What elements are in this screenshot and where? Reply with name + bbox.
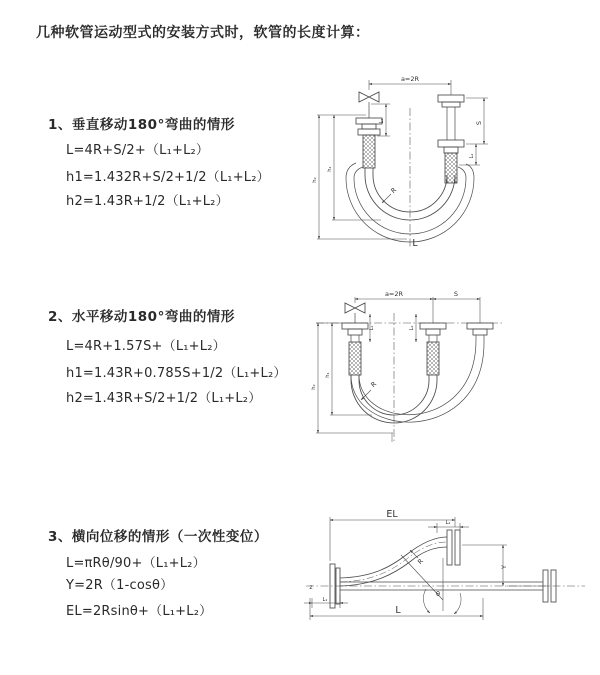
dim-label-y: Y: [500, 565, 508, 569]
valve-icon: [345, 303, 365, 323]
length-label: L: [395, 605, 401, 616]
dim-label-a2r: a=2R: [384, 290, 404, 298]
section-3-heading: 3、横向位移的情形（一次性变位）: [48, 529, 268, 545]
section-2-formula-L: L=4R+1.57S+（L₁+L₂）: [66, 339, 226, 354]
section-3-formula-L: L=πRθ/90+（L₁+L₂）: [66, 556, 206, 571]
dimension-lines: [304, 517, 548, 620]
section-3-formula-EL: EL=2Rsinθ+（L₁+L₂）: [66, 604, 213, 619]
dim-label-l1: L₁: [379, 118, 385, 124]
dim-label-l1: L₁: [322, 597, 328, 603]
section-1-formula-h2: h2=1.43R+1/2（L₁+L₂）: [66, 194, 229, 209]
hose-u-bend-position-1: [365, 168, 455, 220]
dim-label-s: S: [453, 290, 459, 298]
diagram-2-horizontal-u-bend: [308, 283, 600, 463]
page-title: 几种软管运动型式的安装方式时，软管的长度计算：: [36, 25, 370, 41]
dim-label-h1: h₁: [325, 372, 331, 378]
valve-icon: [359, 92, 379, 118]
angle-theta-label: θ: [436, 590, 440, 598]
dim-label-el: EL: [386, 509, 398, 520]
left-braided-hose: [363, 135, 375, 168]
dim-label-l1: L₁: [369, 325, 375, 331]
dim-label-l2: L₂: [409, 325, 415, 331]
dim-label-s: S: [475, 120, 483, 126]
dim-label-a2r: a=2R: [400, 75, 420, 83]
upper-flange: [447, 530, 460, 565]
dim-label-h2: h₂: [312, 177, 318, 183]
dimension-lines: [316, 297, 480, 433]
diagram-3-lateral-displacement: [298, 503, 600, 653]
dim-label-h2: h₂: [311, 384, 317, 390]
radius-label: R: [416, 557, 426, 567]
right-flange-fitting: [467, 323, 493, 340]
length-label: L: [412, 238, 418, 249]
section-2-heading: 2、水平移动180°弯曲的情形: [48, 309, 235, 325]
section-1-formula-L: L=4R+S/2+（L₁+L₂）: [66, 143, 210, 158]
dim-label-l2: L₂: [469, 153, 475, 159]
radius-label: R: [369, 379, 379, 389]
section-3-formula-Y: Y=2R（1-cosθ）: [66, 578, 174, 593]
axis-break-mark: z: [309, 584, 313, 591]
dim-label-h1: h₁: [327, 166, 333, 172]
right-flange-fitting-lower: [438, 140, 464, 153]
section-2-formula-h2: h2=1.43R+S/2+1/2（L₁+L₂）: [66, 391, 262, 406]
section-2-formula-h1: h1=1.43R+0.785S+1/2（L₁+L₂）: [66, 366, 287, 381]
radius-label: R: [389, 186, 399, 196]
right-flange-fitting-upper: [438, 95, 464, 140]
dim-label-l2: L₂: [445, 520, 451, 526]
section-1-formula-h1: h1=1.432R+S/2+1/2（L₁+L₂）: [66, 170, 270, 185]
middle-braided-hose: [427, 342, 439, 375]
left-braided-hose: [349, 342, 361, 375]
middle-flange-fitting: [420, 323, 446, 342]
s-curve-hose-displaced-position: [340, 537, 447, 586]
diagram-1-vertical-u-bend: [308, 70, 593, 262]
section-1-heading: 1、垂直移动180°弯曲的情形: [48, 117, 235, 133]
left-flange-fitting: [342, 323, 368, 342]
